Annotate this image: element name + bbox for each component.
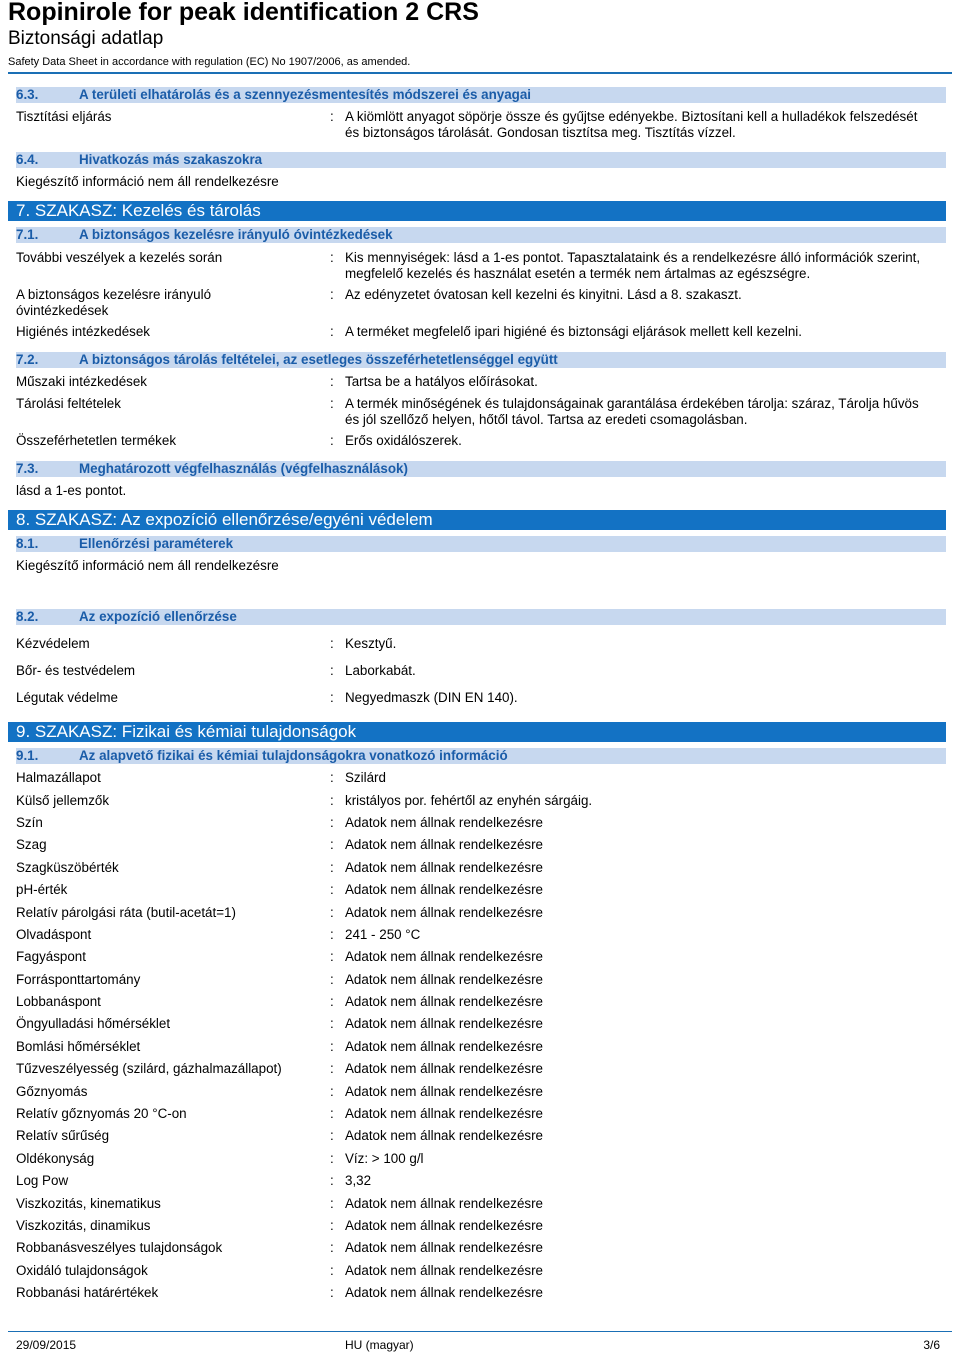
subsection-number: 8.2. — [16, 609, 39, 624]
field-value: Laborkabát. — [345, 663, 416, 678]
footer-date: 29/09/2015 — [16, 1338, 77, 1352]
subsection-number: 6.4. — [16, 152, 39, 167]
field-value: Erős oxidálószerek. — [345, 433, 462, 448]
property-value: Adatok nem állnak rendelkezésre — [345, 1285, 543, 1300]
subsection-title: Meghatározott végfelhasználás (végfelhasználások) — [79, 461, 408, 476]
section-9-header: 9. SZAKASZ: Fizikai és kémiai tulajdonságok — [8, 722, 946, 742]
field-colon: : — [330, 882, 334, 897]
subsection-number: 8.1. — [16, 536, 39, 551]
field-colon: : — [330, 905, 334, 920]
field-colon: : — [330, 1151, 334, 1166]
property-label: Oxidáló tulajdonságok — [16, 1263, 148, 1278]
subsection-number: 9.1. — [16, 748, 39, 763]
field-value: Tartsa be a hatályos előírásokat. — [345, 374, 538, 389]
field-colon: : — [330, 1196, 334, 1211]
field-colon: : — [330, 1218, 334, 1233]
property-value: Adatok nem állnak rendelkezésre — [345, 1196, 543, 1211]
subsection-title: Az expozíció ellenőrzése — [79, 609, 237, 624]
subsection-number: 6.3. — [16, 87, 39, 102]
property-value: Adatok nem állnak rendelkezésre — [345, 1084, 543, 1099]
field-colon: : — [330, 636, 334, 651]
field-colon: : — [330, 1173, 334, 1188]
field-label: Tárolási feltételek — [16, 396, 121, 411]
field-value: Az edényzetet óvatosan kell kezelni és kinyitni. Lásd a 8. szakaszt. — [345, 287, 742, 302]
info-text: Kiegészítő információ nem áll rendelkezésre — [16, 558, 279, 573]
property-value: Adatok nem állnak rendelkezésre — [345, 949, 543, 964]
property-label: Szag — [16, 837, 47, 852]
property-label: Olvadáspont — [16, 927, 92, 942]
property-label: Robbanásveszélyes tulajdonságok — [16, 1240, 223, 1255]
field-colon: : — [330, 815, 334, 830]
field-value: A terméket megfelelő ipari higiéné és biztonsági eljárások mellett kell kezelni. — [345, 324, 803, 339]
field-label: Higiénés intézkedések — [16, 324, 150, 339]
property-label: Külső jellemzők — [16, 793, 110, 808]
subsection-7-1-header — [16, 227, 946, 243]
subsection-6-4-header — [16, 152, 946, 168]
field-colon: : — [330, 837, 334, 852]
section-7-header: 7. SZAKASZ: Kezelés és tárolás — [8, 201, 946, 221]
property-value: Adatok nem állnak rendelkezésre — [345, 837, 543, 852]
property-label: Szagküszöbérték — [16, 860, 119, 875]
field-colon: : — [330, 1039, 334, 1054]
property-label: Tűzveszélyesség (szilárd, gázhalmazállapot) — [16, 1061, 282, 1076]
property-value: Adatok nem állnak rendelkezésre — [345, 994, 543, 1009]
field-value: A termék minőségének és tulajdonságainak garantálása érdekében tárolja: száraz, Tárolja hűvös és jól szellőző helyen, hőtől távol. Tartsa az eredeti csomagolásban. — [345, 396, 919, 427]
header-divider — [8, 72, 952, 74]
subsection-7-2-header — [16, 352, 946, 368]
property-value: Adatok nem állnak rendelkezésre — [345, 1240, 543, 1255]
document-subtitle: Biztonsági adatlap — [8, 28, 164, 49]
field-colon: : — [330, 770, 334, 785]
property-label: Forrásponttartomány — [16, 972, 141, 987]
property-label: Viszkozitás, kinematikus — [16, 1196, 161, 1211]
property-label: Relatív gőznyomás 20 °C-on — [16, 1106, 187, 1121]
footer-language: HU (magyar) — [345, 1338, 414, 1352]
property-value: Adatok nem állnak rendelkezésre — [345, 815, 543, 830]
property-value: Adatok nem állnak rendelkezésre — [345, 1061, 543, 1076]
property-label: Oldékonyság — [16, 1151, 95, 1166]
field-colon: : — [330, 109, 334, 124]
subsection-9-1-header — [16, 748, 946, 764]
property-value: Adatok nem állnak rendelkezésre — [345, 1106, 543, 1121]
field-colon: : — [330, 860, 334, 875]
property-value: 3,32 — [345, 1173, 372, 1188]
subsection-title: A biztonságos kezelésre irányuló óvintézkedések — [79, 227, 393, 242]
field-colon: : — [330, 433, 334, 448]
field-value: Kesztyű. — [345, 636, 397, 651]
info-text: lásd a 1-es pontot. — [16, 483, 127, 498]
subsection-title: Hivatkozás más szakaszokra — [79, 152, 263, 167]
footer-page-number: 3/6 — [923, 1338, 940, 1352]
field-colon: : — [330, 396, 334, 411]
property-label: Viszkozitás, dinamikus — [16, 1218, 151, 1233]
subsection-number: 7.1. — [16, 227, 39, 242]
property-label: Halmazállapot — [16, 770, 101, 785]
section-8-header: 8. SZAKASZ: Az expozíció ellenőrzése/egyéni védelem — [8, 510, 946, 530]
property-label: Lobbanáspont — [16, 994, 101, 1009]
property-value: Szilárd — [345, 770, 386, 785]
property-value: Víz: > 100 g/l — [345, 1151, 424, 1166]
property-value: Adatok nem állnak rendelkezésre — [345, 860, 543, 875]
property-value: Adatok nem állnak rendelkezésre — [345, 1218, 543, 1233]
subsection-7-3-header — [16, 461, 946, 477]
property-label: Log Pow — [16, 1173, 69, 1188]
field-colon: : — [330, 1263, 334, 1278]
field-colon: : — [330, 994, 334, 1009]
property-label: Öngyulladási hőmérséklet — [16, 1016, 171, 1031]
regulation-note: Safety Data Sheet in accordance with regulation (EC) No 1907/2006, as amended. — [8, 56, 411, 68]
field-colon: : — [330, 1061, 334, 1076]
field-label: Tisztítási eljárás — [16, 109, 112, 124]
property-label: Robbanási határértékek — [16, 1285, 159, 1300]
property-value: Adatok nem állnak rendelkezésre — [345, 972, 543, 987]
subsection-number: 7.3. — [16, 461, 39, 476]
field-colon: : — [330, 287, 334, 302]
field-value: A kiömlött anyagot söpörje össze és gyűjtse edényekbe. Biztosítani kell a hulladékok felszedését és biztonságos tárolását. Gondosan tisztítsa meg. Tisztítás vízzel. — [345, 109, 918, 140]
field-colon: : — [330, 374, 334, 389]
field-colon: : — [330, 972, 334, 987]
field-colon: : — [330, 1106, 334, 1121]
property-label: Fagyáspont — [16, 949, 86, 964]
field-colon: : — [330, 1285, 334, 1300]
document-title: Ropinirole for peak identification 2 CRS — [8, 0, 479, 26]
property-value: Adatok nem állnak rendelkezésre — [345, 882, 543, 897]
property-value: Adatok nem állnak rendelkezésre — [345, 1016, 543, 1031]
property-label: Szín — [16, 815, 43, 830]
subsection-6-3-header — [16, 87, 946, 103]
property-value: Adatok nem állnak rendelkezésre — [345, 1128, 543, 1143]
field-colon: : — [330, 663, 334, 678]
field-value: Negyedmaszk (DIN EN 140). — [345, 690, 518, 705]
property-label: Bomlási hőmérséklet — [16, 1039, 141, 1054]
subsection-8-1-header — [16, 536, 946, 552]
field-value: Kis mennyiségek: lásd a 1-es pontot. Tapasztalataink és a rendelkezésre álló információk szerint, megfelelő kezelés és használat esetén a termék nem ártalmas az egészségre. — [345, 250, 921, 281]
property-label: Relatív párolgási ráta (butil-acetát=1) — [16, 905, 236, 920]
field-colon: : — [330, 793, 334, 808]
property-label: Gőznyomás — [16, 1084, 88, 1099]
field-label: A biztonságos kezelésre irányuló óvintézkedések — [16, 287, 212, 318]
property-value: Adatok nem állnak rendelkezésre — [345, 1263, 543, 1278]
field-label: Légutak védelme — [16, 690, 118, 705]
field-colon: : — [330, 949, 334, 964]
field-label: Összeférhetetlen termékek — [16, 433, 177, 448]
footer-divider — [8, 1331, 952, 1332]
field-label: Bőr- és testvédelem — [16, 663, 136, 678]
field-colon: : — [330, 1240, 334, 1255]
property-value: kristályos por. fehértől az enyhén sárgáig. — [345, 793, 593, 808]
field-colon: : — [330, 1016, 334, 1031]
property-label: pH-érték — [16, 882, 68, 897]
property-value: Adatok nem állnak rendelkezésre — [345, 1039, 543, 1054]
field-colon: : — [330, 1084, 334, 1099]
subsection-title: A biztonságos tárolás feltételei, az esetleges összeférhetetlenséggel együtt — [79, 352, 558, 367]
field-label: További veszélyek a kezelés során — [16, 250, 223, 265]
info-text: Kiegészítő információ nem áll rendelkezésre — [16, 174, 279, 189]
field-label: Kézvédelem — [16, 636, 90, 651]
property-value: 241 - 250 °C — [345, 927, 421, 942]
subsection-title: Ellenőrzési paraméterek — [79, 536, 234, 551]
field-colon: : — [330, 690, 334, 705]
field-colon: : — [330, 250, 334, 265]
property-label: Relatív sűrűség — [16, 1128, 110, 1143]
field-colon: : — [330, 324, 334, 339]
field-colon: : — [330, 927, 334, 942]
property-value: Adatok nem állnak rendelkezésre — [345, 905, 543, 920]
subsection-8-2-header — [16, 609, 946, 625]
subsection-number: 7.2. — [16, 352, 39, 367]
subsection-title: Az alapvető fizikai és kémiai tulajdonságokra vonatkozó információ — [79, 748, 508, 763]
subsection-title: A területi elhatárolás és a szennyezésmentesítés módszerei és anyagai — [79, 87, 532, 102]
field-label: Műszaki intézkedések — [16, 374, 147, 389]
field-colon: : — [330, 1128, 334, 1143]
